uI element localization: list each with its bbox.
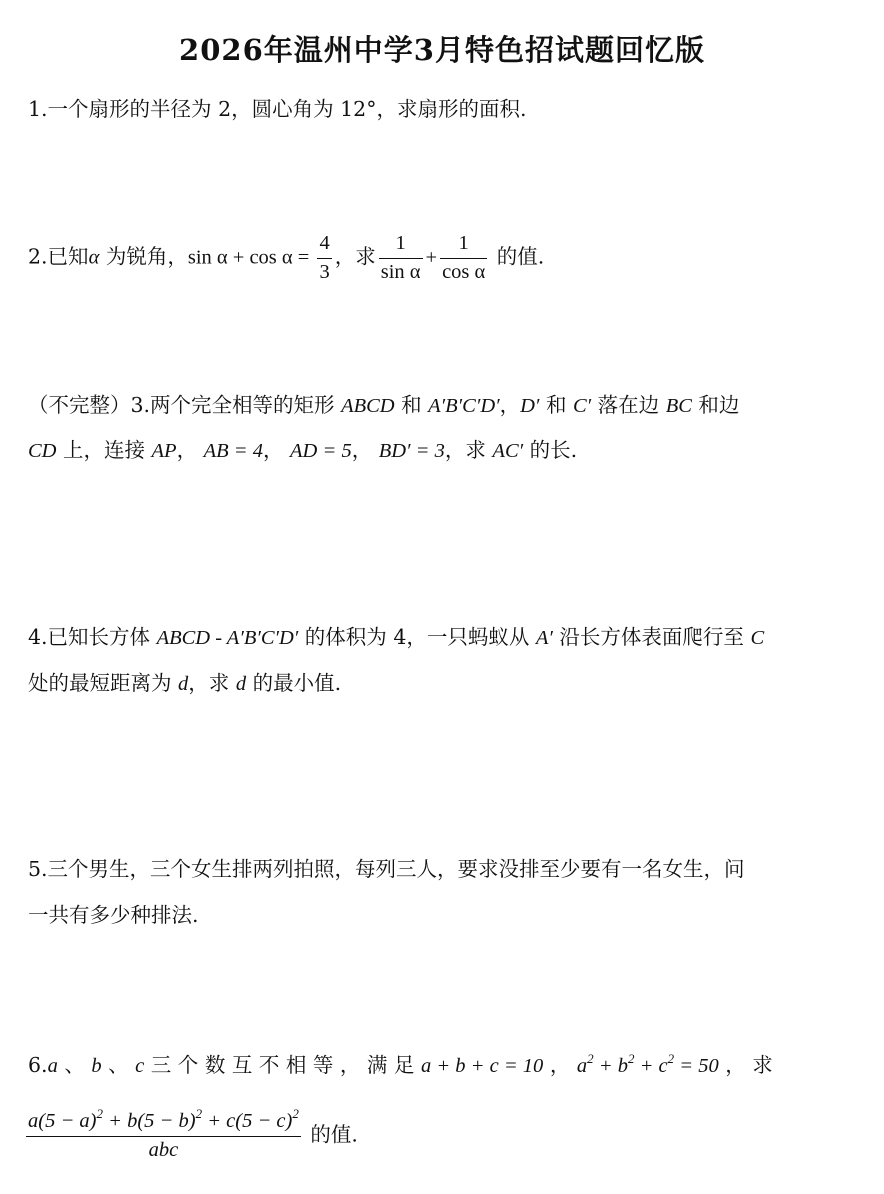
q4-text: 的最小值. (246, 671, 342, 695)
alpha-symbol: α (88, 246, 100, 269)
q3-text: 上，连接 (56, 438, 152, 462)
q4-text: 的体积为 4，一只蚂蚁从 (298, 625, 536, 649)
q3-math: AB = 4 (203, 440, 263, 462)
question-6-line-1 (28, 1052, 773, 1080)
q3-math: BD′ = 3 (378, 440, 445, 462)
q4-math: C (750, 627, 765, 649)
question-2-text-1: 为锐角， (99, 244, 188, 269)
q3-text: 和边 (691, 393, 740, 417)
question-5-line-2 (28, 902, 199, 929)
q6-math: + b(5 − b) (103, 1110, 196, 1132)
question-5-line-1 (28, 856, 745, 883)
q6-text: 三 个 数 互 不 相 等 ， 满 足 (144, 1053, 421, 1077)
q4-math: d (235, 673, 247, 695)
q3-math: D′ (520, 395, 540, 417)
question-2-prefix: 2.已知 (28, 244, 89, 269)
plus-sign: + (425, 246, 438, 269)
square-exponent: 2 (195, 1106, 203, 1121)
q3-math: BC (665, 395, 692, 417)
q3-math: AC′ (492, 440, 524, 462)
q3-text: 的长. (523, 438, 578, 462)
q3-math: ABCD (341, 395, 395, 417)
fraction-denominator: sin α (380, 260, 421, 283)
q6-math: + b (593, 1055, 628, 1077)
q3-math: C′ (572, 395, 592, 417)
q4-text: 4.已知长方体 (28, 625, 157, 649)
q3-text: 和 (394, 393, 429, 417)
q3-text: ，求 (444, 438, 493, 462)
q3-text: （不完整）3.两个完全相等的矩形 (28, 393, 342, 417)
q6-main-fraction (26, 1106, 301, 1162)
square-exponent: 2 (587, 1051, 594, 1066)
question-4-line-1 (28, 624, 764, 652)
q6-math: a (47, 1055, 58, 1077)
q3-text: 落在边 (591, 393, 666, 417)
q6-text: ， (543, 1053, 577, 1077)
q6-fraction-numerator (26, 1106, 301, 1137)
question-3-line-2 (28, 437, 577, 465)
q6-math: + c (634, 1055, 668, 1077)
question-1 (28, 96, 527, 123)
fraction-one-over-cos (440, 232, 487, 284)
q6-math: + c(5 − c) (202, 1110, 293, 1132)
question-6-line-2 (26, 1106, 358, 1162)
sin-cos-expression: sin α + cos α = (187, 246, 315, 269)
question-2-text-2: ，求 (334, 244, 376, 269)
q6-text: 、 (101, 1053, 136, 1077)
question-2-text-3: 的值. (490, 244, 545, 269)
q6-condition-sum: a + b + c = 10 (420, 1055, 544, 1077)
fraction-one-over-sin (379, 232, 423, 284)
q6-text: ， 求 (718, 1053, 773, 1077)
question-2 (28, 232, 544, 284)
q3-text: ， (499, 393, 521, 417)
page-title: 2026年温州中学3月特色招试题回忆版 (179, 33, 705, 67)
q4-text: ，求 (188, 671, 236, 695)
q3-math: AP (151, 440, 177, 462)
fraction-numerator: 1 (440, 232, 487, 259)
q6-math: a(5 − a) (28, 1110, 97, 1132)
fraction-numerator: 1 (379, 232, 423, 259)
q3-text: ， (263, 438, 284, 462)
square-exponent: 2 (96, 1106, 103, 1121)
question-4-line-2 (28, 670, 341, 698)
q3-math: CD (28, 440, 57, 462)
q3-math: AD = 5 (290, 440, 352, 462)
fraction-denominator: 3 (319, 260, 330, 283)
q6-math: c (135, 1055, 145, 1077)
q6-text: 的值. (303, 1122, 358, 1147)
q4-text: 沿长方体表面爬行至 (552, 625, 751, 649)
question-3-line-1 (28, 392, 739, 420)
square-exponent: 2 (627, 1051, 635, 1066)
q5-text: 5.三个男生，三个女生排两列拍照，每列三人，要求没排至少要有一名女生，问 (28, 857, 745, 881)
q5-text: 一共有多少种排法. (28, 903, 199, 927)
square-exponent: 2 (667, 1051, 675, 1066)
q3-math: A′B′C′D′ (428, 395, 500, 417)
q6-math: = 50 (674, 1055, 719, 1077)
q6-fraction-denominator: abc (148, 1138, 179, 1161)
fraction-denominator: cos α (442, 260, 486, 283)
fraction-four-thirds (317, 232, 331, 284)
q3-text: ， (351, 438, 373, 462)
q4-math: ABCD - A′B′C′D′ (156, 627, 299, 649)
q6-text: 、 (57, 1053, 92, 1077)
fraction-numerator: 4 (317, 232, 331, 259)
q6-math: b (91, 1055, 102, 1077)
q3-text: ， (176, 438, 198, 462)
q4-math: d (178, 673, 189, 695)
q6-condition-squares (576, 1051, 719, 1077)
square-exponent: 2 (292, 1106, 299, 1121)
q3-text: 和 (539, 393, 573, 417)
q6-text: 6. (28, 1053, 48, 1077)
question-1-text: 1.一个扇形的半径为 2，圆心角为 12°，求扇形的面积. (28, 97, 527, 121)
q4-math: A′ (535, 627, 553, 649)
q4-text: 处的最短距离为 (28, 671, 179, 695)
q6-math: a (576, 1055, 588, 1077)
